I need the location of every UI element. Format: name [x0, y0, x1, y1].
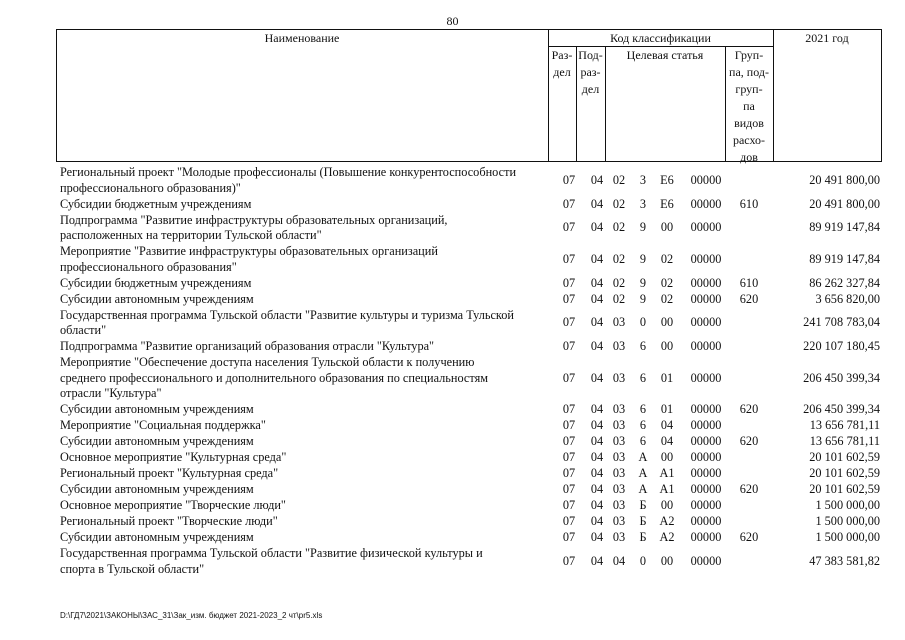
- row-target-program: 03: [612, 530, 626, 544]
- row-razdel: 07: [562, 553, 576, 568]
- row-target-subprogram: 6: [639, 402, 647, 416]
- header-group: Груп- па, под- груп- па видов расхо- дов: [729, 48, 769, 164]
- row-podrazdel: 04: [590, 418, 604, 432]
- row-amount: 20 101 602,59: [809, 482, 880, 496]
- row-vr: 610: [739, 275, 759, 290]
- row-target-event: 01: [660, 370, 674, 385]
- row-target-code: 00000: [690, 315, 722, 330]
- row-razdel: 07: [562, 251, 576, 266]
- row-razdel: 07: [562, 291, 576, 306]
- row-razdel: 07: [562, 402, 576, 416]
- row-target-program: 02: [612, 172, 626, 187]
- row-razdel: 07: [562, 275, 576, 290]
- row-razdel: 07: [562, 482, 576, 496]
- table-row: [60, 339, 882, 355]
- row-name: Подпрограмма "Развитие организаций образования отрасли "Культура": [60, 339, 435, 353]
- row-vr: 620: [739, 482, 759, 496]
- row-amount: 206 450 399,34: [803, 370, 880, 385]
- row-name: Мероприятие "Развитие инфраструктуры образовательных организаций профессионального образования": [60, 244, 438, 274]
- row-target-code: 00000: [690, 482, 722, 496]
- row-podrazdel: 04: [590, 251, 604, 266]
- row-podrazdel: 04: [590, 466, 604, 480]
- row-target-program: 02: [612, 251, 626, 266]
- row-target-code: 00000: [690, 220, 722, 235]
- row-target-program: 03: [612, 450, 626, 464]
- row-target-event: 01: [660, 402, 674, 416]
- row-name: Субсидии автономным учреждениям: [60, 530, 254, 544]
- row-razdel: 07: [562, 196, 576, 211]
- row-target-program: 04: [612, 553, 626, 568]
- row-amount: 20 491 800,00: [809, 172, 880, 187]
- row-amount: 3 656 820,00: [815, 291, 880, 306]
- row-target-event: 02: [660, 291, 674, 306]
- table-row: [60, 530, 882, 546]
- row-podrazdel: 04: [590, 498, 604, 512]
- row-target-code: 00000: [690, 418, 722, 432]
- row-amount: 89 919 147,84: [809, 220, 880, 235]
- row-target-code: 00000: [690, 514, 722, 528]
- row-podrazdel: 04: [590, 514, 604, 528]
- row-razdel: 07: [562, 418, 576, 432]
- row-target-event: А1: [659, 482, 675, 496]
- table-row: [60, 165, 882, 196]
- row-podrazdel: 04: [590, 530, 604, 544]
- row-name: Субсидии автономным учреждениям: [60, 402, 254, 416]
- row-target-program: 03: [612, 402, 626, 416]
- row-razdel: 07: [562, 339, 576, 353]
- table-row: [60, 402, 882, 418]
- row-target-subprogram: 0: [639, 315, 647, 330]
- table-row: [60, 546, 882, 577]
- row-razdel: 07: [562, 434, 576, 448]
- table-row: [60, 498, 882, 514]
- row-podrazdel: 04: [590, 196, 604, 211]
- row-name: Субсидии автономным учреждениям: [60, 291, 254, 306]
- row-amount: 47 383 581,82: [809, 553, 880, 568]
- row-target-subprogram: 9: [639, 291, 647, 306]
- table-row: [60, 450, 882, 466]
- table-row: [60, 514, 882, 530]
- row-amount: 20 491 800,00: [809, 196, 880, 211]
- row-vr: 620: [739, 434, 759, 448]
- row-podrazdel: 04: [590, 553, 604, 568]
- row-podrazdel: 04: [590, 275, 604, 290]
- row-target-subprogram: 6: [639, 434, 647, 448]
- row-target-code: 00000: [690, 291, 722, 306]
- row-amount: 1 500 000,00: [815, 530, 880, 544]
- row-podrazdel: 04: [590, 434, 604, 448]
- row-amount: 13 656 781,11: [809, 434, 880, 448]
- row-razdel: 07: [562, 220, 576, 235]
- row-name: Региональный проект "Культурная среда": [60, 466, 279, 480]
- row-target-program: 03: [612, 339, 626, 353]
- row-name: Мероприятие "Социальная поддержка": [60, 418, 266, 432]
- row-target-code: 00000: [690, 434, 722, 448]
- row-podrazdel: 04: [590, 450, 604, 464]
- header-name: Наименование: [264, 31, 340, 45]
- row-target-code: 00000: [690, 370, 722, 385]
- row-target-code: 00000: [690, 275, 722, 290]
- table-row: [60, 197, 882, 213]
- row-target-subprogram: 6: [639, 339, 647, 353]
- row-target-event: 00: [660, 498, 674, 512]
- row-target-event: 00: [660, 450, 674, 464]
- row-razdel: 07: [562, 530, 576, 544]
- row-podrazdel: 04: [590, 339, 604, 353]
- table-row: [60, 213, 882, 244]
- row-amount: 241 708 783,04: [803, 315, 880, 330]
- row-target-code: 00000: [690, 251, 722, 266]
- row-target-event: Е6: [660, 172, 674, 187]
- row-target-event: А1: [659, 466, 675, 480]
- row-target-code: 00000: [690, 530, 722, 544]
- row-name: Государственная программа Тульской области "Развитие физической культуры и спорта в Тульской области": [60, 546, 483, 576]
- row-target-event: 04: [660, 434, 674, 448]
- table-row: [60, 482, 882, 498]
- row-razdel: 07: [562, 172, 576, 187]
- row-target-code: 00000: [690, 402, 722, 416]
- row-target-subprogram: 3: [639, 196, 647, 211]
- row-target-subprogram: Б: [639, 498, 647, 512]
- header-podrazdel: Под- раз- дел: [578, 48, 603, 96]
- row-target-code: 00000: [690, 553, 722, 568]
- row-name: Мероприятие "Обеспечение доступа населения Тульской области к получению среднего профессионального и дополнительного образования по специальностям отрасли "Культура": [60, 355, 489, 400]
- row-razdel: 07: [562, 450, 576, 464]
- row-amount: 220 107 180,45: [803, 339, 880, 353]
- row-target-program: 03: [612, 434, 626, 448]
- table-header: [56, 29, 882, 162]
- row-amount: 20 101 602,59: [809, 450, 880, 464]
- row-amount: 20 101 602,59: [809, 466, 880, 480]
- row-target-program: 03: [612, 418, 626, 432]
- row-target-subprogram: 3: [639, 172, 647, 187]
- row-target-event: А2: [659, 514, 675, 528]
- row-name: Субсидии автономным учреждениям: [60, 434, 254, 448]
- row-target-program: 02: [612, 196, 626, 211]
- row-name: Основное мероприятие "Творческие люди": [60, 498, 286, 512]
- row-target-event: Е6: [660, 196, 674, 211]
- row-target-program: 02: [612, 291, 626, 306]
- row-target-code: 00000: [690, 196, 722, 211]
- file-path-footer: D:\ГД7\2021\ЗАКОНЫ\ЗАС_31\Зак_изм. бюджет 2021-2023_2 чт\pr5.xls: [60, 611, 323, 620]
- row-target-program: 02: [612, 220, 626, 235]
- row-target-program: 02: [612, 275, 626, 290]
- row-target-subprogram: 9: [639, 220, 647, 235]
- row-target-code: 00000: [690, 498, 722, 512]
- row-amount: 1 500 000,00: [815, 514, 880, 528]
- row-razdel: 07: [562, 466, 576, 480]
- table-row: [60, 466, 882, 482]
- row-razdel: 07: [562, 370, 576, 385]
- row-target-code: 00000: [690, 466, 722, 480]
- table-row: [60, 434, 882, 450]
- row-target-subprogram: А: [638, 466, 648, 480]
- row-name: Основное мероприятие "Культурная среда": [60, 450, 287, 464]
- row-target-subprogram: 9: [639, 251, 647, 266]
- row-vr: 620: [739, 530, 759, 544]
- row-target-event: 00: [660, 220, 674, 235]
- table-row: [60, 292, 882, 308]
- row-razdel: 07: [562, 498, 576, 512]
- row-name: Субсидии автономным учреждениям: [60, 482, 254, 496]
- row-target-program: 03: [612, 514, 626, 528]
- row-podrazdel: 04: [590, 172, 604, 187]
- row-target-event: 00: [660, 339, 674, 353]
- row-podrazdel: 04: [590, 370, 604, 385]
- row-amount: 89 919 147,84: [809, 251, 880, 266]
- row-razdel: 07: [562, 315, 576, 330]
- row-vr: 620: [739, 402, 759, 416]
- row-target-subprogram: 6: [639, 418, 647, 432]
- row-target-event: 02: [660, 251, 674, 266]
- row-target-event: 00: [660, 553, 674, 568]
- row-podrazdel: 04: [590, 402, 604, 416]
- row-target-code: 00000: [690, 450, 722, 464]
- row-name: Подпрограмма "Развитие инфраструктуры образовательных организаций, расположенных на территории Тульской области": [60, 212, 448, 242]
- row-name: Региональный проект "Молодые профессионалы (Повышение конкурентоспособности профессионального образования)": [60, 165, 517, 195]
- header-razdel: Раз- дел: [551, 48, 573, 79]
- table-row: [60, 308, 882, 339]
- row-amount: 206 450 399,34: [803, 402, 880, 416]
- row-target-subprogram: А: [638, 450, 648, 464]
- row-podrazdel: 04: [590, 220, 604, 235]
- page-number: 80: [446, 14, 459, 28]
- table-row: [60, 276, 882, 292]
- row-podrazdel: 04: [590, 315, 604, 330]
- row-amount: 13 656 781,11: [809, 418, 880, 432]
- row-target-program: 03: [612, 498, 626, 512]
- row-name: Субсидии бюджетным учреждениям: [60, 275, 252, 290]
- row-target-code: 00000: [690, 339, 722, 353]
- row-amount: 1 500 000,00: [815, 498, 880, 512]
- row-vr: 610: [739, 196, 759, 211]
- row-target-event: 04: [660, 418, 674, 432]
- row-vr: 620: [739, 291, 759, 306]
- row-target-event: 02: [660, 275, 674, 290]
- row-target-code: 00000: [690, 172, 722, 187]
- row-razdel: 07: [562, 514, 576, 528]
- row-amount: 86 262 327,84: [809, 275, 880, 290]
- row-target-event: 00: [660, 315, 674, 330]
- row-target-subprogram: 6: [639, 370, 647, 385]
- row-name: Региональный проект "Творческие люди": [60, 514, 278, 528]
- row-podrazdel: 04: [590, 291, 604, 306]
- header-classification: Код классификации: [610, 31, 711, 45]
- row-target-subprogram: Б: [639, 514, 647, 528]
- table-row: [60, 418, 882, 434]
- header-target: Целевая статья: [626, 48, 704, 62]
- table-row: [60, 355, 882, 402]
- row-target-program: 03: [612, 315, 626, 330]
- table-row: [60, 244, 882, 275]
- row-name: Государственная программа Тульской области "Развитие культуры и туризма Тульской области": [60, 307, 514, 337]
- row-target-event: А2: [659, 530, 675, 544]
- row-target-program: 03: [612, 466, 626, 480]
- row-target-subprogram: А: [638, 482, 648, 496]
- row-target-subprogram: 9: [639, 275, 647, 290]
- row-podrazdel: 04: [590, 482, 604, 496]
- row-name: Субсидии бюджетным учреждениям: [60, 196, 252, 211]
- row-target-program: 03: [612, 370, 626, 385]
- row-target-subprogram: 0: [639, 553, 647, 568]
- header-year: 2021 год: [805, 31, 849, 45]
- row-target-program: 03: [612, 482, 626, 496]
- row-target-subprogram: Б: [639, 530, 647, 544]
